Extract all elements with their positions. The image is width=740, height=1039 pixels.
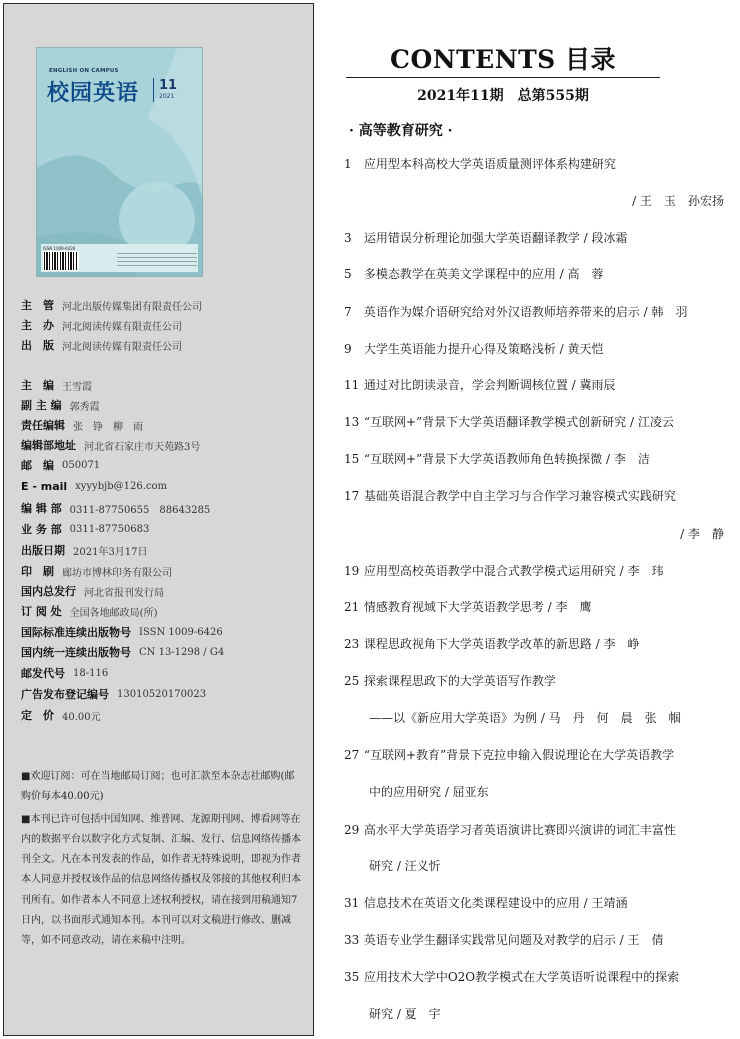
toc-title: 英语专业学生翻译实践常见问题及对教学的启示 / 王 倩 — [363, 933, 664, 947]
masthead-row — [21, 316, 182, 334]
issue-info: 2021年11期 总第555期 — [417, 88, 589, 104]
masthead-value: 13010520170023 — [117, 688, 207, 700]
toc-entry[interactable] — [344, 599, 592, 615]
toc-continuation: 研究 / 夏 宇 — [369, 1007, 441, 1021]
masthead-value: 张 铮 柳 雨 — [73, 421, 143, 433]
masthead-row — [21, 602, 157, 620]
masthead-row — [21, 436, 200, 454]
masthead-value: 0311-87750655 88643285 — [69, 504, 211, 516]
masthead-value: 王雪霞 — [62, 381, 92, 393]
masthead-value: 河北省报刊发行局 — [84, 587, 164, 599]
toc-page: 5 — [344, 267, 352, 281]
cover-english-title: ENGLISH ON CAMPUS — [49, 68, 119, 74]
masthead-value: ISSN 1009-6426 — [139, 626, 223, 638]
toc-title: 应用技术大学中O2O教学模式在大学英语听说课程中的探索 — [363, 970, 680, 984]
toc-title: 应用型本科高校大学英语质量测评体系构建研究 — [363, 157, 616, 171]
toc-entry[interactable] — [344, 747, 674, 763]
masthead-row — [21, 643, 224, 661]
toc-page: 33 — [344, 933, 360, 947]
toc-entry[interactable] — [344, 563, 664, 579]
masthead-label: 主 办 — [21, 319, 54, 332]
cover-issue-number: 11 — [159, 78, 178, 93]
masthead-label: 国内统一连续出版物号 — [21, 646, 131, 659]
masthead-label: 责任编辑 — [21, 419, 65, 432]
masthead-label: 印 刷 — [21, 565, 54, 578]
masthead-label: 编辑部地址 — [21, 439, 76, 452]
cover-issue-year: 2021 — [159, 93, 175, 100]
masthead-row — [21, 541, 148, 559]
toc-page: 23 — [344, 637, 360, 651]
toc-page: 9 — [344, 342, 352, 356]
masthead-row — [21, 499, 210, 517]
masthead-value: 廊坊市博林印务有限公司 — [62, 567, 172, 579]
toc-entry[interactable] — [344, 156, 616, 172]
toc-page: 7 — [344, 305, 352, 319]
masthead-row — [21, 520, 149, 538]
masthead-value: 2021年3月17日 — [73, 546, 148, 558]
masthead-label: 主 管 — [21, 299, 54, 312]
toc-continuation: ——以《新应用大学英语》为例 / 马 丹 何 晨 张 帼 — [369, 711, 681, 725]
masthead-value: 河北阅读传媒有限责任公司 — [62, 321, 182, 333]
masthead-value: 郭秀霞 — [69, 401, 100, 413]
toc-author-line: / 王 玉 孙宏扬 — [632, 194, 724, 208]
header-divider — [346, 77, 660, 78]
masthead-row — [21, 562, 172, 580]
toc-page: 21 — [344, 600, 360, 614]
masthead-label: 邮 编 — [21, 459, 54, 472]
notice-paragraph: ■欢迎订阅：可在当地邮局订阅；也可汇款至本杂志社邮购(邮购价每本40.00元) — [21, 771, 295, 803]
toc-title: 通过对比朗读录音，学会判断调核位置 / 冀雨辰 — [363, 378, 616, 392]
masthead-row — [21, 336, 182, 354]
toc-entry[interactable] — [344, 266, 604, 282]
toc-title: 英语作为媒介语研究给对外汉语教师培养带来的启示 / 韩 羽 — [363, 305, 688, 319]
toc-title: 信息技术在英语文化类课程建设中的应用 / 王靖涵 — [363, 896, 628, 910]
masthead-label: 编 辑 部 — [21, 502, 62, 515]
toc-page: 15 — [344, 452, 360, 466]
masthead-label: E - mail — [21, 479, 68, 493]
toc-page: 35 — [344, 970, 360, 984]
toc-title: 运用错误分析理论加强大学英语翻译教学 / 段冰霜 — [363, 231, 628, 245]
masthead-row — [21, 664, 108, 682]
masthead-value: 18-116 — [73, 667, 109, 679]
toc-title: “互联网+”背景下大学英语教师角色转换探微 / 李 洁 — [363, 452, 650, 466]
masthead-label: 广告发布登记编号 — [21, 688, 109, 701]
toc-author-line: / 李 静 — [680, 527, 724, 541]
masthead-value: 河北出版传媒集团有限责任公司 — [62, 301, 202, 313]
masthead-row — [21, 416, 143, 434]
cover-issue-box — [153, 78, 181, 102]
contents-title: CONTENTS 目录 — [390, 45, 616, 74]
toc-page: 1 — [344, 157, 352, 171]
masthead-label: 副 主 编 — [21, 399, 62, 412]
masthead-label: 国际标准连续出版物号 — [21, 626, 131, 639]
masthead-label: 定 价 — [21, 709, 54, 722]
masthead-label: 国内总发行 — [21, 585, 76, 598]
toc-title: 应用型高校英语教学中混合式教学模式运用研究 / 李 玮 — [363, 564, 664, 578]
toc-entry[interactable] — [344, 488, 676, 504]
masthead-value: 40.00元 — [62, 711, 101, 723]
toc-entry[interactable] — [344, 414, 674, 430]
masthead-row — [21, 477, 167, 495]
toc-continuation: 研究 / 汪义忻 — [369, 859, 441, 873]
barcode — [43, 251, 79, 271]
masthead-panel — [3, 3, 314, 1036]
toc-entry[interactable] — [344, 969, 679, 985]
toc-entry[interactable] — [344, 451, 650, 467]
masthead-row — [21, 456, 100, 474]
toc-title: 多模态教学在英美文学课程中的应用 / 高 蓉 — [363, 267, 604, 281]
toc-page: 27 — [344, 748, 360, 762]
masthead-value: 全国各地邮政局(所) — [69, 607, 158, 619]
masthead-row — [21, 685, 206, 703]
masthead-row — [21, 706, 101, 724]
masthead-label: 业 务 部 — [21, 523, 62, 536]
toc-continuation: 中的应用研究 / 屈亚东 — [369, 785, 489, 799]
masthead-row — [21, 582, 164, 600]
masthead-label: 订 阅 处 — [21, 605, 62, 618]
toc-page: 17 — [344, 489, 360, 503]
masthead-label: 邮发代号 — [21, 667, 65, 680]
cover-issn: ISSN 1009-6426 — [43, 246, 76, 251]
masthead-row — [21, 376, 92, 394]
toc-title: “互联网+”背景下大学英语翻译教学模式创新研究 / 江凌云 — [363, 415, 674, 429]
cover-fine-print — [117, 253, 197, 269]
toc-title: “互联网+教育”背景下克拉申输入假说理论在大学英语教学 — [363, 748, 675, 762]
toc-title: 大学生英语能力提升心得及策略浅析 / 黄天恺 — [363, 342, 604, 356]
masthead-value: 0311-87750683 — [69, 523, 150, 535]
toc-entry[interactable] — [344, 377, 616, 393]
masthead-value: xyyybjb@126.com — [75, 480, 168, 492]
masthead-row — [21, 623, 223, 641]
toc-page: 31 — [344, 896, 360, 910]
masthead-value: 河北阅读传媒有限责任公司 — [62, 341, 182, 353]
section-title: · 高等教育研究 · — [349, 123, 453, 139]
toc-entry[interactable] — [344, 230, 628, 246]
toc-page: 3 — [344, 231, 352, 245]
toc-page: 29 — [344, 823, 360, 837]
toc-page: 11 — [344, 378, 360, 392]
toc-entry[interactable] — [344, 341, 604, 357]
masthead-row — [21, 296, 202, 314]
masthead-label: 出 版 — [21, 339, 54, 352]
toc-page: 13 — [344, 415, 360, 429]
masthead-value: CN 13-1298 / G4 — [139, 646, 225, 658]
masthead-value: 050071 — [62, 459, 101, 471]
toc-entry[interactable] — [344, 304, 688, 320]
toc-title: 课程思政视角下大学英语教学改革的新思路 / 李 峥 — [363, 637, 640, 651]
toc-title: 探索课程思政下的大学英语写作教学 — [363, 674, 556, 688]
toc-title: 情感教育视域下大学英语教学思考 / 李 鹰 — [363, 600, 592, 614]
toc-page: 25 — [344, 674, 360, 688]
toc-title: 基础英语混合教学中自主学习与合作学习兼容模式实践研究 — [363, 489, 676, 503]
masthead-row — [21, 396, 100, 414]
cover-chinese-title: 校园英语 — [47, 81, 140, 106]
toc-entry[interactable] — [344, 932, 664, 948]
notice-paragraph: ■本刊已许可包括中国知网、维普网、龙源期刊网、博看网等在内的数据平台以数字化方式复制、汇编、发行、信息网络传播本刊全文。凡在本刊发表的作品，如作者无特殊说明，即视为作者本人同意并授权该作品的信息网络传播权及邻接的其他权利归本刊所有。如作者本人不同意上述权利授权，请在接到用稿通知7日内，以书面形式通知本刊。本刊可以对文稿进行修改、删减等，如不同意改动，请在来稿中注明。 — [21, 813, 301, 947]
toc-entry[interactable] — [344, 822, 676, 838]
toc-entry[interactable] — [344, 895, 628, 911]
toc-entry[interactable] — [344, 636, 640, 652]
toc-page: 19 — [344, 564, 360, 578]
masthead-label: 出版日期 — [21, 544, 65, 557]
masthead-label: 主 编 — [21, 379, 54, 392]
magazine-cover-image — [37, 48, 202, 276]
toc-entry[interactable] — [344, 673, 556, 689]
toc-title: 高水平大学英语学习者英语演讲比赛即兴演讲的词汇丰富性 — [363, 823, 676, 837]
masthead-value: 河北省石家庄市天苑路3号 — [84, 441, 201, 453]
subscription-notice — [21, 767, 303, 954]
